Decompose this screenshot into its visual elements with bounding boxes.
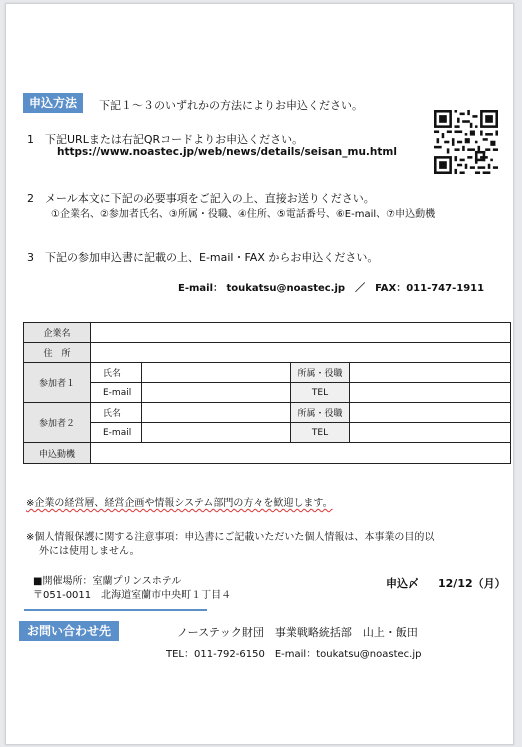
- method-1-text: 1 下記URLまたは右記QRコードよりお申込ください。: [27, 133, 304, 146]
- qr-code-icon: [434, 110, 498, 174]
- company-label: 企業名: [24, 323, 91, 343]
- motive-field[interactable]: [91, 443, 511, 464]
- note-privacy-2: 外には使用しません。: [39, 546, 140, 557]
- form-row-address: [24, 343, 511, 363]
- application-form: [23, 322, 511, 464]
- method-2-text: 2 メール本文に下記の必要事項をご記入の上、直接お送りください。: [27, 192, 375, 205]
- venue-line-1: ■開催場所：室蘭プリンスホテル: [33, 576, 182, 587]
- note-privacy-1: ※個人情報保護に関する注意事項：申込書にご記載いただいた個人情報は、本事業の目的以: [26, 532, 435, 543]
- document-page: [5, 3, 514, 745]
- note-welcome: ※企業の経営層、経営企画や情報システム部門の方々を歓迎します。: [26, 498, 333, 509]
- p2-name-field[interactable]: [142, 403, 291, 423]
- address-label: 住 所: [24, 343, 91, 363]
- p2-dept-field[interactable]: [350, 403, 511, 423]
- p2-tel-field[interactable]: [350, 423, 511, 443]
- p1-name-label: 氏名: [91, 363, 142, 383]
- participant1-label: 参加者１: [24, 363, 91, 403]
- p2-name-label: 氏名: [91, 403, 142, 423]
- p1-tel-label: TEL: [291, 383, 350, 403]
- p1-email-field[interactable]: [142, 383, 291, 403]
- inquiry-org: ノーステック財団 事業戦略統括部 山上・飯田: [177, 626, 418, 639]
- method-label: 申込方法: [23, 93, 83, 113]
- p2-email-field[interactable]: [142, 423, 291, 443]
- venue-divider: [24, 609, 207, 611]
- address-field[interactable]: [91, 343, 511, 363]
- company-field[interactable]: [91, 323, 511, 343]
- form-row-participant2-name: [24, 403, 511, 423]
- form-row-participant1-name: [24, 363, 511, 383]
- p1-tel-field[interactable]: [350, 383, 511, 403]
- method-intro: 下記１～３のいずれかの方法によりお申込ください。: [99, 99, 363, 112]
- form-row-participant1-email: [24, 383, 511, 403]
- p1-email-label: E-mail: [91, 383, 142, 403]
- form-row-participant2-email: [24, 423, 511, 443]
- p2-email-label: E-mail: [91, 423, 142, 443]
- p1-dept-field[interactable]: [350, 363, 511, 383]
- venue-line-2: 〒051-0011 北海道室蘭市中央町１丁目４: [33, 590, 232, 601]
- deadline-date: 12/12（月）: [438, 577, 506, 590]
- form-row-motive: [24, 443, 511, 464]
- p2-dept-label: 所属・役職: [291, 403, 350, 423]
- p2-tel-label: TEL: [291, 423, 350, 443]
- form-row-company: [24, 323, 511, 343]
- method-2-items: ①企業名、②参加者氏名、③所属・役職、④住所、⑤電話番号、⑥E-mail、⑦申込動機: [51, 209, 436, 220]
- method-3-contact: E-mail： toukatsu@noastec.jp ／ FAX：011-747-1911: [178, 283, 485, 294]
- deadline-label: 申込〆: [386, 577, 419, 590]
- p1-name-field[interactable]: [142, 363, 291, 383]
- method-1-url[interactable]: https://www.noastec.jp/web/news/details/seisan_mu.html: [57, 146, 397, 158]
- p1-dept-label: 所属・役職: [291, 363, 350, 383]
- inquiry-contact: TEL：011-792-6150 E-mail：toukatsu@noastec.jp: [166, 649, 422, 660]
- motive-label: 申込動機: [24, 443, 91, 464]
- method-3-text: 3 下記の参加申込書に記載の上、E-mail・FAX からお申込ください。: [27, 251, 379, 264]
- participant2-label: 参加者２: [24, 403, 91, 443]
- inquiry-label: お問い合わせ先: [19, 621, 119, 641]
